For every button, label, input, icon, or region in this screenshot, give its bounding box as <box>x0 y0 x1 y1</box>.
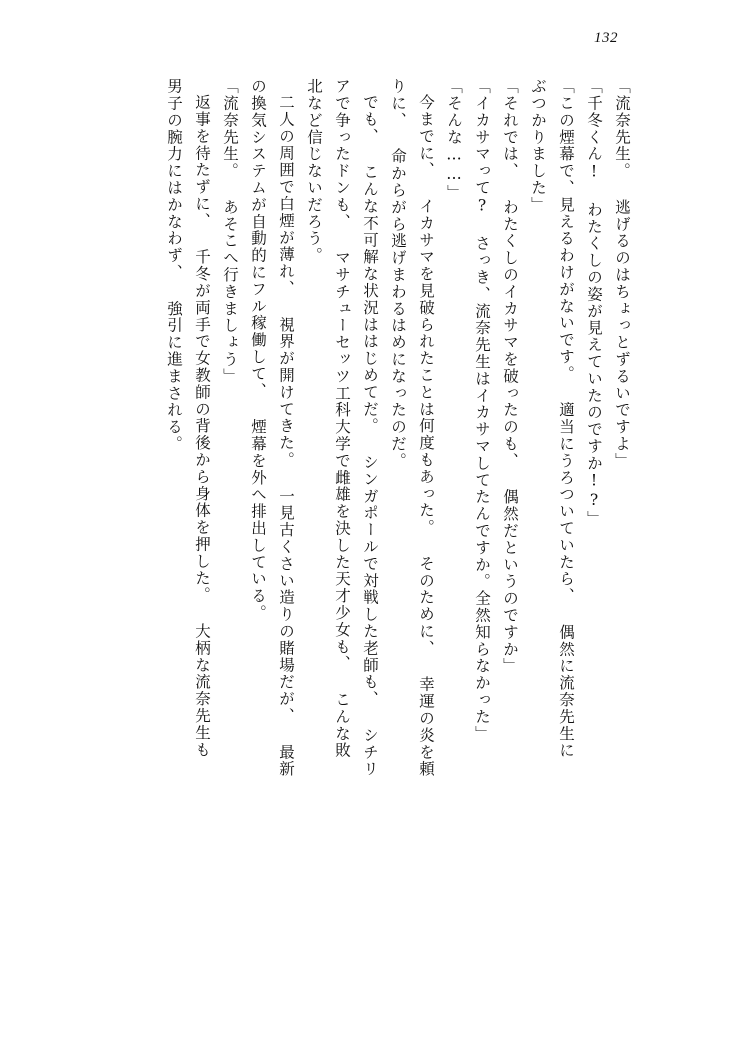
text-line: 「千冬くん! わたくしの姿が見えていたのですか!?」 <box>585 78 603 528</box>
text-line: 今までに、 イカサマを見破られたことは何度もあった。 そのために、 幸運の炎を頼 <box>417 94 435 778</box>
text-line: 「流奈先生。 あそこへ行きましょう」 <box>221 78 239 385</box>
text-line: でも、 こんな不可解な状況ははじめてだ。 シンガポールで対戦した老師も、 シチリ <box>361 94 379 778</box>
page-text-body <box>78 78 636 997</box>
text-line: 北など信じないだろう。 <box>305 78 323 264</box>
text-line: 「この煙幕で、見えるわけがないです。 適当にうろついていたら、 偶然に流奈先生に <box>557 78 575 759</box>
text-line: 「流奈先生。 逃げるのはちょっとずるいですよ」 <box>613 78 631 470</box>
text-line: の換気システムが自動的にフル稼働して、 煙幕を外へ排出している。 <box>249 78 267 622</box>
text-line: ぶつかりました」 <box>529 78 547 214</box>
text-line: 返事を待たずに、 千冬が両手で女教師の背後から身体を押した。 大柄な流奈先生も <box>193 94 211 759</box>
text-line: 「イカサマって? さっき、流奈先生はイカサマしてたんですか。全然知らなかった」 <box>473 78 491 743</box>
text-line: 男子の腕力にはかなわず、 強引に進まされる。 <box>165 78 183 453</box>
page-number: 132 <box>594 30 618 46</box>
text-line: 二人の周囲で白煙が薄れ、 視界が開けてきた。 一見古くさい造りの賭場だが、 最新 <box>277 94 295 778</box>
text-line: りに、 命からがら逃げまわるはめになったのだ。 <box>389 78 407 470</box>
text-line: 「そんな……」 <box>445 78 463 202</box>
text-line: 「それでは、 わたくしのイカサマを破ったのも、 偶然だというのですか」 <box>501 78 519 675</box>
text-line: アで争ったドンも、 マサチューセッツ工科大学で雌雄を決した天才少女も、 こんな敗 <box>333 78 351 759</box>
